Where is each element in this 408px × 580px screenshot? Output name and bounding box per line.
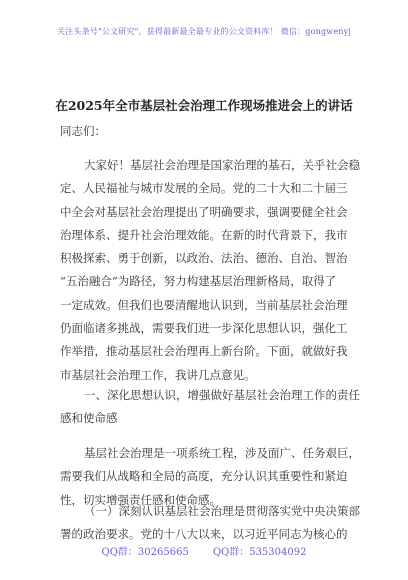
paragraph-line: 治理体系、提升社会治理效能。在新的时代背景下，我市	[60, 227, 348, 242]
paragraph-line: “五治融合”为路径，努力构建基层治理新格局，取得了	[60, 274, 337, 289]
footer-contacts	[0, 543, 408, 558]
document-title: 在2025年全市基层社会治理工作现场推进会上的讲话	[55, 98, 353, 113]
paragraph-line: 中全会对基层社会治理提出了明确要求，强调要健全社会	[60, 204, 348, 219]
paragraph-line: 市基层社会治理工作，我讲几点意见。	[60, 367, 256, 382]
paragraph-line: 定、人民福祉与城市发展的全局。党的二十大和二十届三	[60, 181, 348, 196]
paragraph-line: （一）深刻认识基层社会治理是贯彻落实党中央决策部	[84, 504, 360, 518]
paragraph-line: 一定成效。但我们也要清醒地认识到，当前基层社会治理	[60, 297, 348, 312]
paragraph-line: 性，切实增强责任感和使命感。	[60, 492, 221, 507]
paragraph-line: 作举措，推动基层社会治理再上新台阶。下面，就做好我	[60, 344, 348, 359]
paragraph-line: 需要我们从战略和全局的高度，充分认识其重要性和紧迫	[60, 469, 348, 484]
subsection-1	[60, 500, 360, 547]
paragraph-line: 仍面临诸多挑战，需要我们进一步深化思想认识，强化工	[60, 321, 348, 336]
paragraph-line: 积极探索、勇于创新，以政治、法治、德治、自治、智治	[60, 251, 348, 266]
header-note: 关注头条号"公文研究"，获得最新最全最专业的公文资料库！ 微信：gongwenyj	[56, 27, 352, 36]
footer-qq-group-1: QQ群：30265665	[101, 547, 189, 558]
salutation-text: 同志们：	[60, 124, 106, 138]
paragraph-intro	[60, 154, 360, 387]
paragraph-line: 署的政治要求。党的十八大以来，以习近平同志为核心的	[60, 527, 348, 542]
paragraph-line: 基层社会治理是一项系统工程，涉及面广、任务艰巨，	[84, 446, 360, 460]
footer-qq-group-2: QQ群：535304092	[212, 547, 307, 558]
section-heading-1	[60, 384, 360, 431]
salutation	[60, 120, 350, 143]
section-heading-line: 一、深化思想认识，增强做好基层社会治理工作的责任	[84, 388, 360, 402]
paragraph-line: 大家好！基层社会治理是国家治理的基石，关乎社会稳	[84, 158, 360, 172]
section-heading-line: 感和使命感	[60, 411, 118, 426]
